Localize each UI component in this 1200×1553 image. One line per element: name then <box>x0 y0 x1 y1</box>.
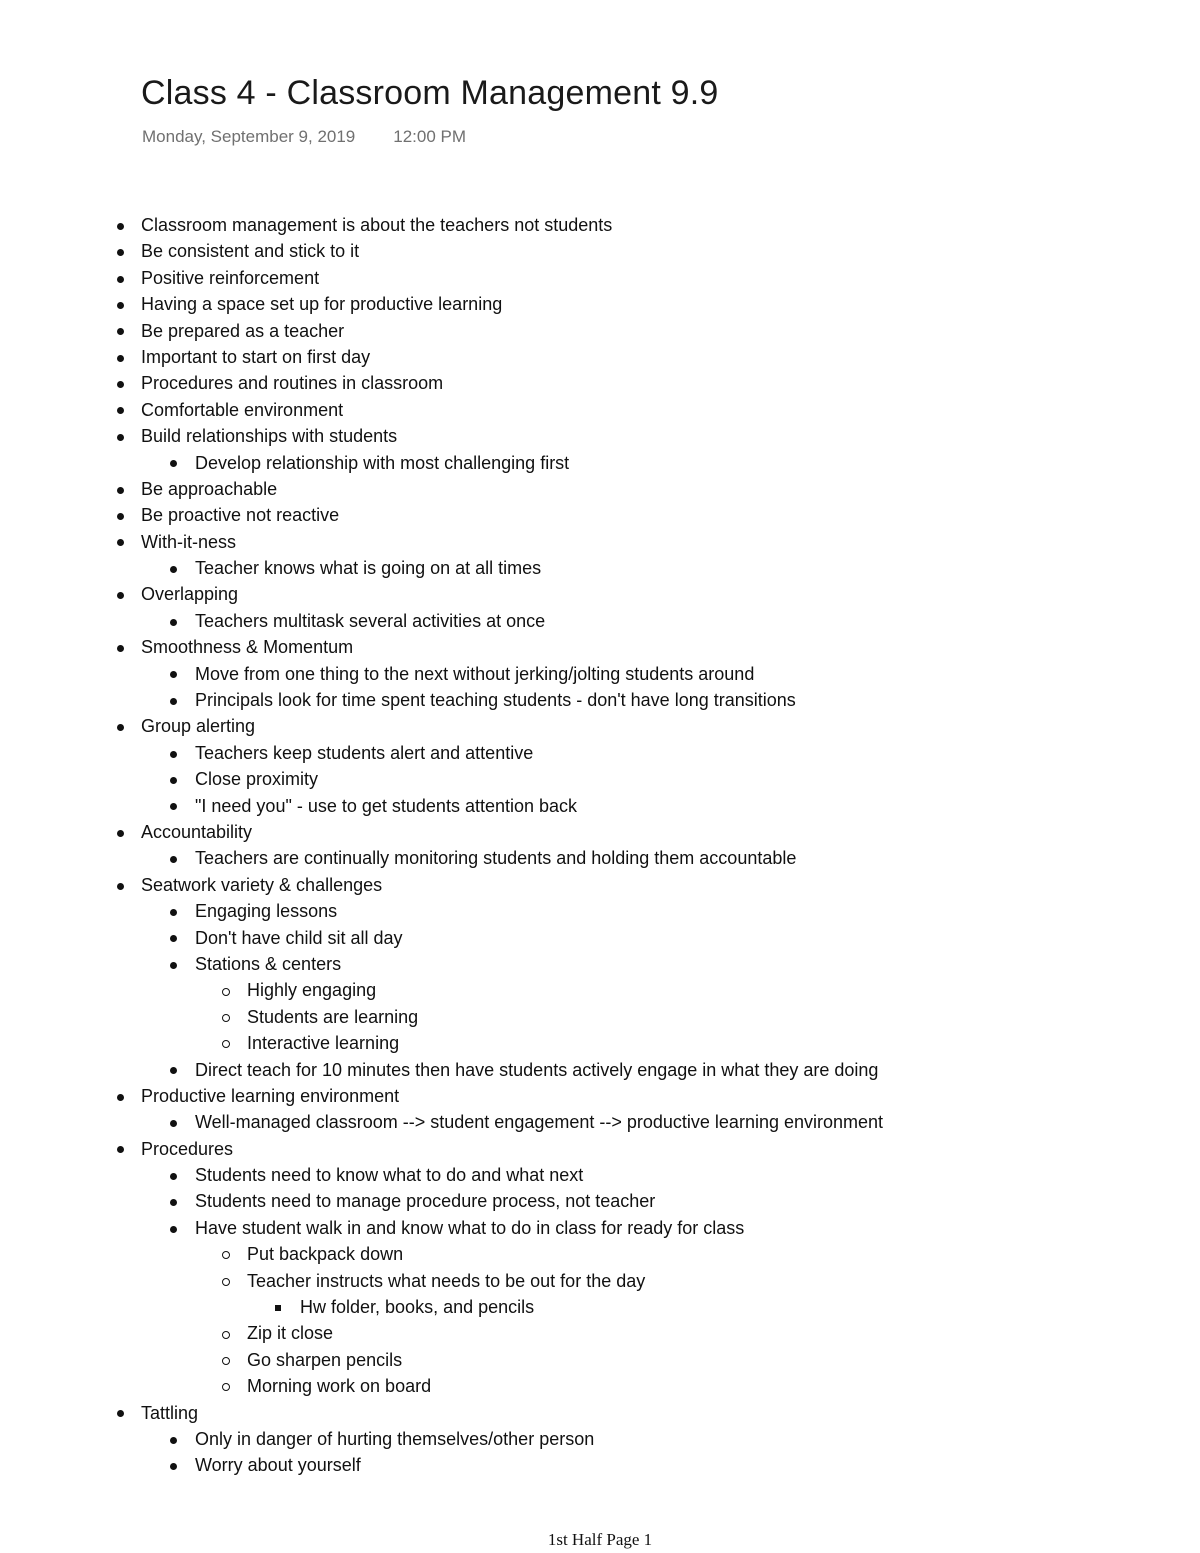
list-item <box>0 898 1200 924</box>
list-item-text: Procedures <box>141 1138 234 1159</box>
list-item <box>0 819 1200 845</box>
bullet-dot-icon <box>114 502 126 528</box>
list-item-text: Well-managed classroom --> student engagement --> productive learning environment <box>195 1112 884 1133</box>
bullet-dot-icon <box>114 634 126 660</box>
list-item-text: Important to start on first day <box>141 346 371 367</box>
list-item-text: Stations & centers <box>195 953 342 974</box>
list-item-text: Overlapping <box>141 584 239 605</box>
list-item-text: Teachers multitask several activities at once <box>195 610 546 631</box>
bullet-circle-icon <box>220 1347 232 1373</box>
list-item <box>0 740 1200 766</box>
bullet-dot-icon <box>167 766 179 792</box>
list-item-text: Smoothness & Momentum <box>141 637 354 658</box>
bullet-dot-icon <box>114 265 126 291</box>
page-date: Monday, September 9, 2019 <box>142 127 356 146</box>
list-item <box>0 951 1200 977</box>
list-item <box>0 1320 1200 1346</box>
list-item-text: Zip it close <box>247 1323 334 1344</box>
page-title: Class 4 - Classroom Management 9.9 <box>141 74 719 112</box>
list-item <box>0 1452 1200 1478</box>
list-item-text: Be proactive not reactive <box>141 505 340 526</box>
list-item-text: Only in danger of hurting themselves/other person <box>195 1428 595 1449</box>
list-item <box>0 555 1200 581</box>
page-time: 12:00 PM <box>393 127 467 146</box>
list-item <box>0 318 1200 344</box>
list-item <box>0 634 1200 660</box>
list-item <box>0 687 1200 713</box>
bullet-dot-icon <box>114 291 126 317</box>
list-item-text: Positive reinforcement <box>141 267 320 288</box>
bullet-square-icon <box>272 1294 284 1320</box>
list-item-text: Develop relationship with most challenging first <box>195 452 570 473</box>
bullet-dot-icon <box>114 344 126 370</box>
bullet-circle-icon <box>220 977 232 1003</box>
list-item <box>0 397 1200 423</box>
list-item <box>0 661 1200 687</box>
list-item-text: Be approachable <box>141 478 278 499</box>
list-item-text: Highly engaging <box>247 980 377 1001</box>
list-item-text: Comfortable environment <box>141 399 344 420</box>
list-item-text: "I need you" - use to get students attention back <box>195 795 578 816</box>
list-item <box>0 977 1200 1003</box>
bullet-dot-icon <box>167 661 179 687</box>
list-item-text: Hw folder, books, and pencils <box>300 1297 535 1318</box>
bullet-dot-icon <box>167 1057 179 1083</box>
bullet-dot-icon <box>114 1136 126 1162</box>
list-item-text: With-it-ness <box>141 531 237 552</box>
list-item-text: Tattling <box>141 1402 199 1423</box>
list-item <box>0 766 1200 792</box>
list-item-text: Students are learning <box>247 1006 419 1027</box>
page-timestamp <box>142 127 466 147</box>
bullet-circle-icon <box>220 1241 232 1267</box>
list-item-text: Teachers are continually monitoring students and holding them accountable <box>195 848 797 869</box>
list-item <box>0 713 1200 739</box>
bullet-dot-icon <box>167 898 179 924</box>
list-item <box>0 793 1200 819</box>
bullet-dot-icon <box>167 555 179 581</box>
bullet-dot-icon <box>114 819 126 845</box>
list-item <box>0 1347 1200 1373</box>
list-item-text: Go sharpen pencils <box>247 1349 403 1370</box>
list-item <box>0 1004 1200 1030</box>
bullet-dot-icon <box>114 529 126 555</box>
list-item-text: Group alerting <box>141 716 256 737</box>
bullet-dot-icon <box>167 1215 179 1241</box>
bullet-dot-icon <box>114 581 126 607</box>
list-item <box>0 581 1200 607</box>
list-item-text: Interactive learning <box>247 1033 400 1054</box>
bullet-dot-icon <box>167 1162 179 1188</box>
bullet-dot-icon <box>167 1188 179 1214</box>
bullet-circle-icon <box>220 1004 232 1030</box>
list-item-text: Engaging lessons <box>195 901 338 922</box>
list-item <box>0 1373 1200 1399</box>
list-item-text: Close proximity <box>195 769 319 790</box>
bullet-dot-icon <box>114 212 126 238</box>
list-item <box>0 529 1200 555</box>
list-item <box>0 1188 1200 1214</box>
list-item <box>0 370 1200 396</box>
bullet-dot-icon <box>114 318 126 344</box>
bullet-dot-icon <box>167 1426 179 1452</box>
list-item-text: Accountability <box>141 821 253 842</box>
list-item-text: Move from one thing to the next without jerking/jolting students around <box>195 663 755 684</box>
bullet-dot-icon <box>167 608 179 634</box>
list-item-text: Having a space set up for productive learning <box>141 294 503 315</box>
bullet-dot-icon <box>167 687 179 713</box>
list-item-text: Don't have child sit all day <box>195 927 403 948</box>
list-item <box>0 845 1200 871</box>
list-item <box>0 291 1200 317</box>
list-item-text: Students need to know what to do and what next <box>195 1165 584 1186</box>
list-item <box>0 344 1200 370</box>
list-item <box>0 1426 1200 1452</box>
list-item <box>0 1400 1200 1426</box>
list-item-text: Build relationships with students <box>141 426 398 447</box>
list-item <box>0 872 1200 898</box>
bullet-circle-icon <box>220 1373 232 1399</box>
list-item <box>0 450 1200 476</box>
bullet-dot-icon <box>114 1400 126 1426</box>
list-item-text: Worry about yourself <box>195 1455 361 1476</box>
list-item-text: Put backpack down <box>247 1244 404 1265</box>
list-item <box>0 608 1200 634</box>
bullet-circle-icon <box>220 1030 232 1056</box>
bullet-circle-icon <box>220 1320 232 1346</box>
list-item <box>0 238 1200 264</box>
bullet-dot-icon <box>167 845 179 871</box>
list-item <box>0 1241 1200 1267</box>
list-item-text: Teacher instructs what needs to be out for the day <box>247 1270 646 1291</box>
list-item-text: Morning work on board <box>247 1376 432 1397</box>
list-item <box>0 423 1200 449</box>
bullet-dot-icon <box>114 370 126 396</box>
list-item-text: Seatwork variety & challenges <box>141 874 383 895</box>
bullet-dot-icon <box>167 450 179 476</box>
list-item-text: Productive learning environment <box>141 1085 400 1106</box>
bullet-dot-icon <box>114 713 126 739</box>
list-item <box>0 1057 1200 1083</box>
list-item <box>0 1215 1200 1241</box>
list-item-text: Classroom management is about the teachers not students <box>141 215 613 235</box>
bullet-dot-icon <box>167 793 179 819</box>
bullet-dot-icon <box>167 1109 179 1135</box>
list-item <box>0 212 1200 238</box>
list-item-text: Students need to manage procedure process, not teacher <box>195 1191 656 1212</box>
list-item-text: Direct teach for 10 minutes then have students actively engage in what they are doing <box>195 1059 879 1080</box>
bullet-dot-icon <box>167 1452 179 1478</box>
bullet-dot-icon <box>114 397 126 423</box>
bullet-dot-icon <box>114 423 126 449</box>
list-item <box>0 265 1200 291</box>
list-item <box>0 476 1200 502</box>
list-item-text: Teachers keep students alert and attentive <box>195 742 534 763</box>
list-item-text: Teacher knows what is going on at all times <box>195 558 542 579</box>
bullet-dot-icon <box>114 476 126 502</box>
list-item <box>0 1162 1200 1188</box>
bullet-dot-icon <box>114 238 126 264</box>
bullet-circle-icon <box>220 1268 232 1294</box>
list-item-text: Principals look for time spent teaching students - don't have long transitions <box>195 690 796 711</box>
list-item <box>0 925 1200 951</box>
list-item <box>0 1109 1200 1135</box>
bullet-dot-icon <box>167 951 179 977</box>
list-item-text: Have student walk in and know what to do in class for ready for class <box>195 1217 745 1238</box>
list-item <box>0 1083 1200 1109</box>
list-item-text: Be prepared as a teacher <box>141 320 345 341</box>
list-item <box>0 1136 1200 1162</box>
notes-list <box>0 212 1200 1479</box>
list-item <box>0 1030 1200 1056</box>
list-item <box>0 1268 1200 1294</box>
list-item <box>0 502 1200 528</box>
bullet-dot-icon <box>167 740 179 766</box>
page-footer: 1st Half Page 1 <box>547 1530 653 1549</box>
list-item <box>0 1294 1200 1320</box>
bullet-dot-icon <box>167 925 179 951</box>
list-item-text: Procedures and routines in classroom <box>141 373 444 394</box>
list-item-text: Be consistent and stick to it <box>141 241 360 262</box>
bullet-dot-icon <box>114 872 126 898</box>
bullet-dot-icon <box>114 1083 126 1109</box>
